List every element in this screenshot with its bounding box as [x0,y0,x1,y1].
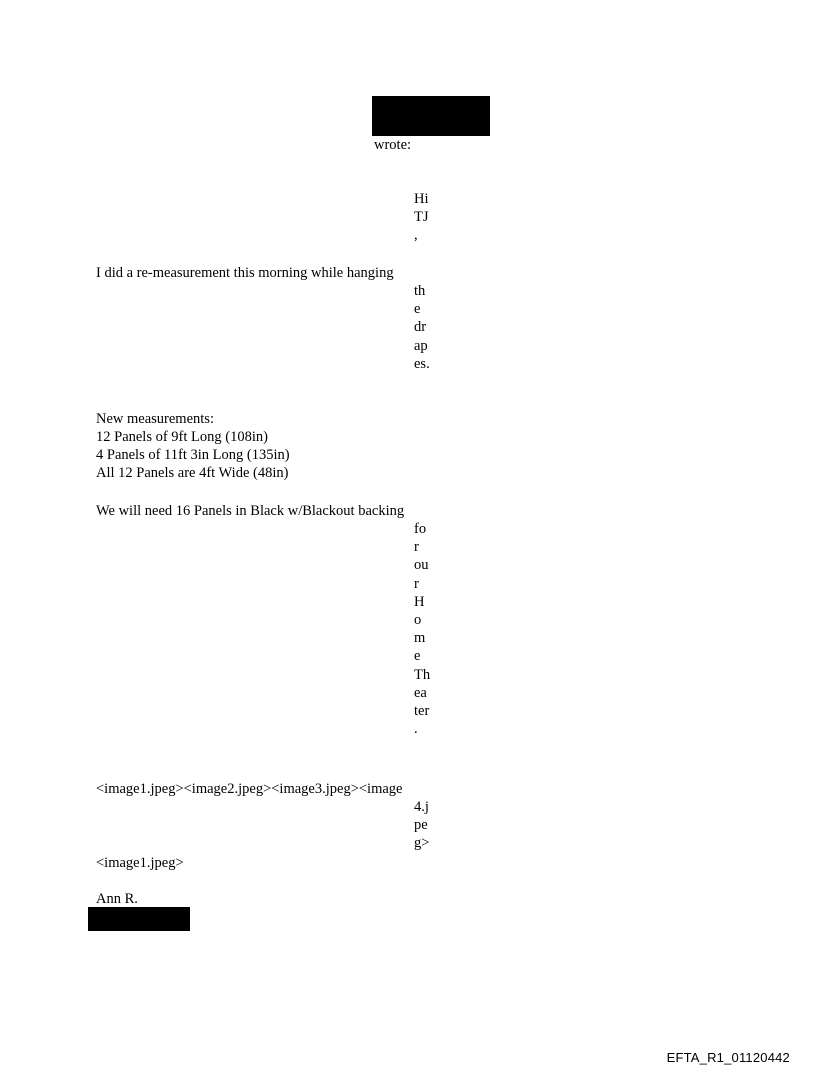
greeting-part: TJ [414,209,429,226]
wrap-fragment: fo [414,521,427,537]
paragraph-2-wrap [414,520,430,738]
wrap-fragment: ea [414,684,427,701]
redaction-block-sender [372,96,490,136]
wrap-fragment: m [414,630,426,647]
wrap-fragment: 4.j [414,799,429,815]
paragraph-1-wrap [414,282,430,373]
wrap-fragment: r [414,575,419,592]
signature-name: Ann R. [96,891,138,907]
wrap-fragment: es. [414,355,430,372]
wrap-fragment: g> [414,835,430,852]
wrap-fragment: th [414,283,426,299]
wrap-fragment: . [414,721,418,738]
wrap-fragment: dr [414,319,427,336]
wrap-fragment: pe [414,817,428,834]
document-id: EFTA_R1_01120442 [666,1050,790,1065]
measurement-line: 4 Panels of 11ft 3in Long (135in) [96,447,290,463]
measurement-line: All 12 Panels are 4ft Wide (48in) [96,465,289,481]
redaction-block-signature [88,907,190,931]
paragraph-1-lead: I did a re-measurement this morning while hanging [96,265,394,281]
paragraph-2-lead: We will need 16 Panels in Black w/Blackout backing [96,503,405,519]
wrap-fragment: ou [414,557,429,574]
wrap-fragment: r [414,539,419,556]
measurements-title: New measurements: [96,411,214,427]
greeting-part: Hi [414,191,429,207]
wrap-fragment: o [414,612,422,629]
wrap-fragment: e [414,301,421,318]
measurement-line: 12 Panels of 9ft Long (108in) [96,429,268,445]
attachments-wrap [414,798,429,853]
attachment-extra: <image1.jpeg> [96,855,184,871]
wrap-fragment: H [414,593,425,610]
wrap-fragment: e [414,648,421,665]
attachments-lead: <image1.jpeg><image2.jpeg><image3.jpeg><image [96,781,403,797]
greeting-part: , [414,227,418,244]
wrap-fragment: Th [414,666,431,683]
wrap-fragment: ter [414,703,430,720]
wrote-label: wrote: [374,137,412,153]
wrap-fragment: ap [414,337,428,354]
greeting-column [414,190,429,245]
